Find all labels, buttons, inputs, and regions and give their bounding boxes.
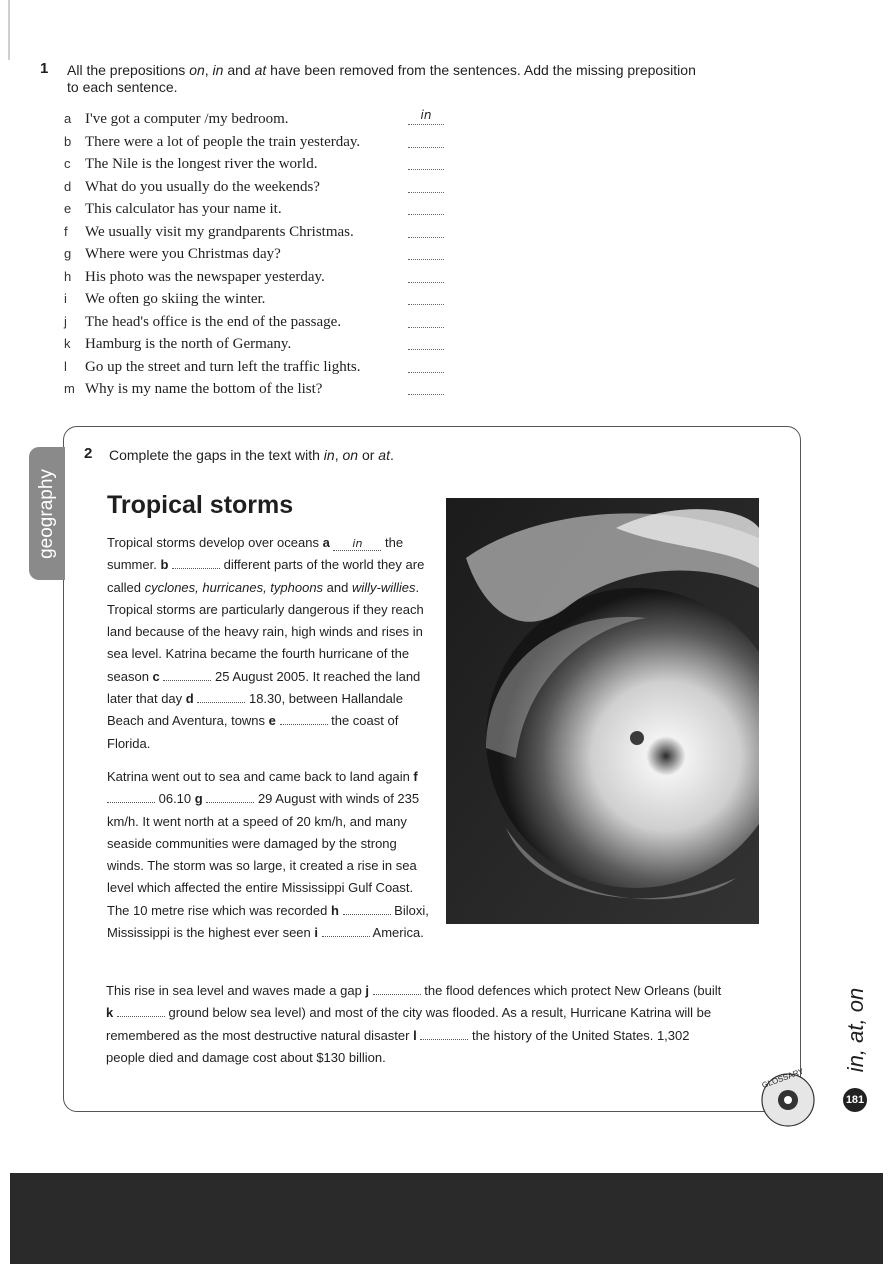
answer-field[interactable] (408, 311, 444, 328)
gap-j[interactable] (373, 982, 421, 995)
exercise-2-number: 2 (84, 445, 93, 462)
answer-field[interactable] (408, 333, 444, 350)
list-item: a I've got a computer /my bedroom. in (64, 108, 444, 131)
gap-c[interactable] (163, 668, 211, 681)
list-item: d What do you usually do the weekends? (64, 176, 444, 199)
glossary-cd-icon[interactable] (760, 1068, 816, 1128)
gap-d[interactable] (197, 690, 245, 703)
list-item: g Where were you Christmas day? (64, 243, 444, 266)
unit-label: in, at, on (843, 987, 868, 1073)
exercise-1-instruction: All the prepositions on, in and at have been removed from the sentences. Add the missing preposition to each sentence. (67, 62, 696, 95)
exercise-1-number: 1 (40, 60, 49, 77)
geography-tab: geography (29, 447, 65, 580)
gap-f[interactable] (107, 790, 155, 803)
gap-l[interactable] (420, 1027, 468, 1040)
gap-i[interactable] (322, 924, 370, 937)
gap-e[interactable] (280, 712, 328, 725)
list-item: c The Nile is the longest river the world. (64, 153, 444, 176)
answer-field[interactable] (408, 153, 444, 170)
gap-h[interactable] (343, 902, 391, 915)
gap-a[interactable]: in (333, 538, 381, 551)
answer-field[interactable] (408, 198, 444, 215)
exercise-1-list (64, 108, 444, 401)
answer-field[interactable] (408, 356, 444, 373)
gap-k[interactable] (117, 1004, 165, 1017)
article-title: Tropical storms (107, 491, 294, 519)
exercise-2-instruction: Complete the gaps in the text with in, on or at. (109, 447, 394, 463)
list-item: e This calculator has your name it. (64, 198, 444, 221)
page-edge-mark (8, 0, 10, 60)
answer-field[interactable] (408, 221, 444, 238)
list-item: j The head's office is the end of the passage. (64, 311, 444, 334)
list-item: i We often go skiing the winter. (64, 288, 444, 311)
list-item: b There were a lot of people the train yesterday. (64, 131, 444, 154)
list-item: l Go up the street and turn left the traffic lights. (64, 356, 444, 379)
list-item: m Why is my name the bottom of the list? (64, 378, 444, 401)
article-paragraph-1: Tropical storms develop over oceans a in the summer. b different parts of the world they are called cyclones, hurricanes, typhoons and willy-willies. Tropical storms are particularly dangerous if they reach land because of the heavy rain, high winds and rises in sea level. Katrina became the fourth hurricane of the season c 25 August 2005. It reached the land later that day d 18.30, between Hallandale Beach and Aventura, towns e the coast of Florida. (107, 535, 425, 751)
answer-field[interactable] (408, 288, 444, 305)
answer-field[interactable] (408, 176, 444, 193)
page-number: 181 (843, 1088, 867, 1112)
glossary-label: GLOSSARY (760, 1068, 805, 1091)
list-item: h His photo was the newspaper yesterday. (64, 266, 444, 289)
article-paragraph-3: This rise in sea level and waves made a gap j the flood defences which protect New Orleans (built k ground below sea level) and most of the city was flooded. As a result, Hurricane Katrina will be remembered as the most destructive natural disaster l the history of the United States. 1,302 people died and damage cost about $130 billion. (106, 983, 722, 1065)
list-item: k Hamburg is the north of Germany. (64, 333, 444, 356)
gap-b[interactable] (172, 556, 220, 569)
answer-field[interactable] (408, 378, 444, 395)
hurricane-photo (446, 498, 759, 924)
bottom-dark-band (10, 1173, 883, 1264)
article-paragraph-2: Katrina went out to sea and came back to land again f 06.10 g 29 August with winds of 235 km/h. It went north at a speed of 20 km/h, and many seaside communities were damaged by the strong winds. The storm was so large, it created a rise in sea level which affected the entire Mississippi Gulf Coast. The 10 metre rise which was recorded h Biloxi, Mississippi is the highest ever seen i America. (107, 769, 429, 941)
answer-field[interactable] (408, 266, 444, 283)
answer-field[interactable] (408, 243, 444, 260)
answer-field[interactable]: in (408, 108, 444, 125)
gap-g[interactable] (206, 790, 254, 803)
answer-field[interactable] (408, 131, 444, 148)
list-item: f We usually visit my grandparents Christmas. (64, 221, 444, 244)
